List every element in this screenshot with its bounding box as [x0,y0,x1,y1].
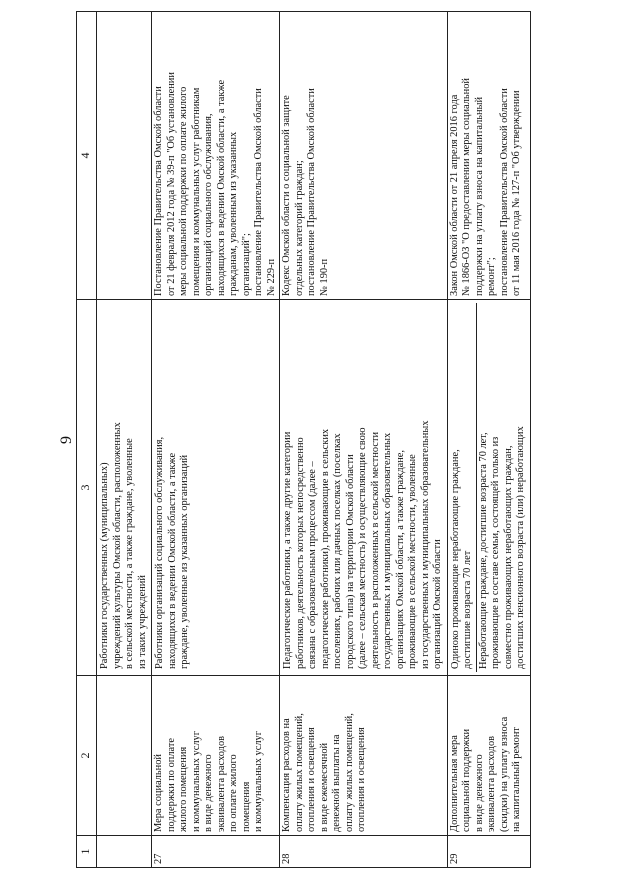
measure-name-line: на капитальный ремонт [511,727,522,832]
measure-name-line: Дополнительная мера [448,735,460,832]
row-number-cell [447,836,530,868]
benefits-table [76,11,531,868]
legal-basis-line: помещения и коммунальных услуг работникам [190,87,202,296]
measure-name-line: отопления и освещения [356,727,367,832]
row-number-cell [280,836,448,868]
measure-name-line: отопления и освещения [306,727,317,832]
legal-basis-line: от 11 мая 2016 года № 127-п "Об утверждении [511,90,522,296]
row-number: 27 [153,853,164,864]
column-number-header-row [77,12,97,868]
legal-basis-line: гражданам, уволенным из указанных [228,131,239,296]
table-row [447,12,530,868]
legal-basis-line: постановление Правительства Омской области [253,88,264,296]
legal-basis-line: отдельных категорий граждан; [293,160,305,296]
recipient-category-cell [447,300,530,676]
measure-name-line: оплату жилых помещений, [343,713,355,832]
measure-name-line: Мера социальной [153,754,164,832]
legal-basis-line: поддержки на уплату взноса на капитальный [473,96,485,296]
recipient-category-line: из таких учреждений [136,575,148,669]
recipient-category-line: городского типа) на территории Омской области [344,454,356,669]
measure-name-line: и коммунальных услуг [190,731,202,832]
measure-name-line: в виде денежного [203,754,214,832]
column-header-2: 2 [77,676,97,836]
column-header-3: 3 [77,300,97,676]
row-number-cell [97,836,152,868]
legal-basis-cell [280,12,448,300]
row-number-cell [152,836,280,868]
recipient-category-line: достигших пенсионного возраста (или) неработающих [515,426,526,669]
table-row [97,12,152,868]
measure-name-line: денежной выплаты на [331,734,342,832]
legal-basis-line: Закон Омской области от 21 апреля 2016 года [448,94,460,296]
recipient-category-line: из государственных и муниципальных образовательных [419,420,431,669]
recipient-category [449,303,476,672]
recipient-category [98,303,150,672]
recipient-category-cell [280,300,448,676]
legal-basis-line: организаций"; [240,233,252,296]
recipient-category-line: Работники государственных (муниципальных) [99,462,110,669]
recipient-category-line: достигшие возраста 70 лет [462,550,473,669]
recipient-category-line: организаций Омской области [432,539,443,669]
legal-basis-line: ремонт"; [486,257,497,296]
recipient-category-line: педагогические работники), проживающие в сельских [319,428,331,669]
legal-basis-cell [97,12,152,300]
recipient-category-line: Неработающие граждане, достигшие возраста 70 лет, [477,432,489,669]
measure-name-line: эквивалента расходов [215,735,227,832]
legal-basis-line: Постановление Правительства Омской области [153,86,164,296]
page-number: 9 [58,436,75,444]
measure-name-line: Компенсация расходов на [281,718,292,832]
column-header-1: 1 [77,836,97,868]
legal-basis-line: № 190-п [318,258,330,296]
recipient-category-line: Педагогические работники, а также другие категории [282,431,293,669]
table-body [97,12,531,868]
measure-name-line: в виде ежемесячной [318,742,330,832]
recipient-category-line: граждане, уволенные из указанных организаций [179,454,190,669]
legal-basis-line: № 229-п [265,258,277,296]
measure-name-line: по оплате жилого [228,754,239,832]
measure-name-cell [280,676,448,836]
measure-name-line: (скидки) на уплату взноса [498,716,510,832]
recipient-category-line: организациях Омской области, а также граждане, [394,450,406,669]
row-number: 29 [448,853,460,864]
measure-name-line: помещения [240,781,252,832]
recipient-category-line: поселениях, рабочих или дачных поселках (поселках [332,433,343,669]
recipient-category-line: деятельность в расположенных в сельской местности [369,431,381,669]
legal-basis-cell [447,12,530,300]
recipient-category-cell [97,300,152,676]
measure-name-line: оплату жилых помещений, [293,713,305,832]
legal-basis-line: Кодекс Омской области о социальной защите [281,95,292,296]
measure-name-line: социальной поддержки [461,728,472,832]
table-row [152,12,280,868]
recipient-category-line: проживающие в сельской местности, уволенные [407,454,418,669]
recipient-category-line: учреждений культуры Омской области, расположенных [111,422,123,669]
measure-name-line: эквивалента расходов [486,735,497,832]
legal-basis-line: организаций социального обслуживания, [203,113,214,296]
measure-name-line: жилого помещения [178,746,189,832]
recipient-category-line: проживающие в составе семьи, состоящей только из [490,436,501,669]
row-number: 28 [281,853,292,864]
legal-basis-line: постановление Правительства Омской области [306,88,317,296]
recipient-category-cell [152,300,280,676]
recipient-category-line: Одиноко проживающие неработающие граждане, [449,449,461,669]
measure-name-line: в виде денежного [473,754,485,832]
recipient-category-line: Работники организаций социального обслуживания, [154,436,165,669]
legal-basis-line: меры социальной поддержки по оплате жилого [178,86,189,296]
legal-basis-cell [152,12,280,300]
recipient-category-line: государственных и муниципальных образовательных [382,432,393,669]
recipient-category-line: в сельской местности, а также граждане, уволенные [124,438,135,669]
recipient-category [476,303,529,672]
measure-name-line: и коммунальных услуг [253,731,264,832]
rotated-landscape-sheet [56,12,584,868]
recipient-category [281,303,446,672]
measure-name-cell [447,676,530,836]
measure-name-cell [97,676,152,836]
recipient-category [153,303,193,672]
legal-basis-line: № 1866-ОЗ "О предоставлении меры социальной [461,78,472,296]
table-row [280,12,448,868]
legal-basis-line: от 21 февраля 2012 года № 39-п "Об установлении [165,72,177,296]
measure-name-cell [152,676,280,836]
legal-basis-line: находящихся в ведении Омской области, а также [215,79,227,296]
measure-name-line: поддержки по оплате [165,737,177,832]
recipient-category-line: совместно проживающих неработающих граждан, [502,445,514,669]
recipient-category-line: (далее – сельская местность) и осуществляющие свою [357,427,368,669]
recipient-category-line: находящихся в ведении Омской области, а также [166,452,178,669]
column-header-4: 4 [77,12,97,300]
legal-basis-line: постановление Правительства Омской области [498,88,510,296]
recipient-category-line: работников, деятельность которых непосредственно [294,437,306,669]
recipient-category-line: связана с образовательным процессом (далее – [307,461,318,669]
